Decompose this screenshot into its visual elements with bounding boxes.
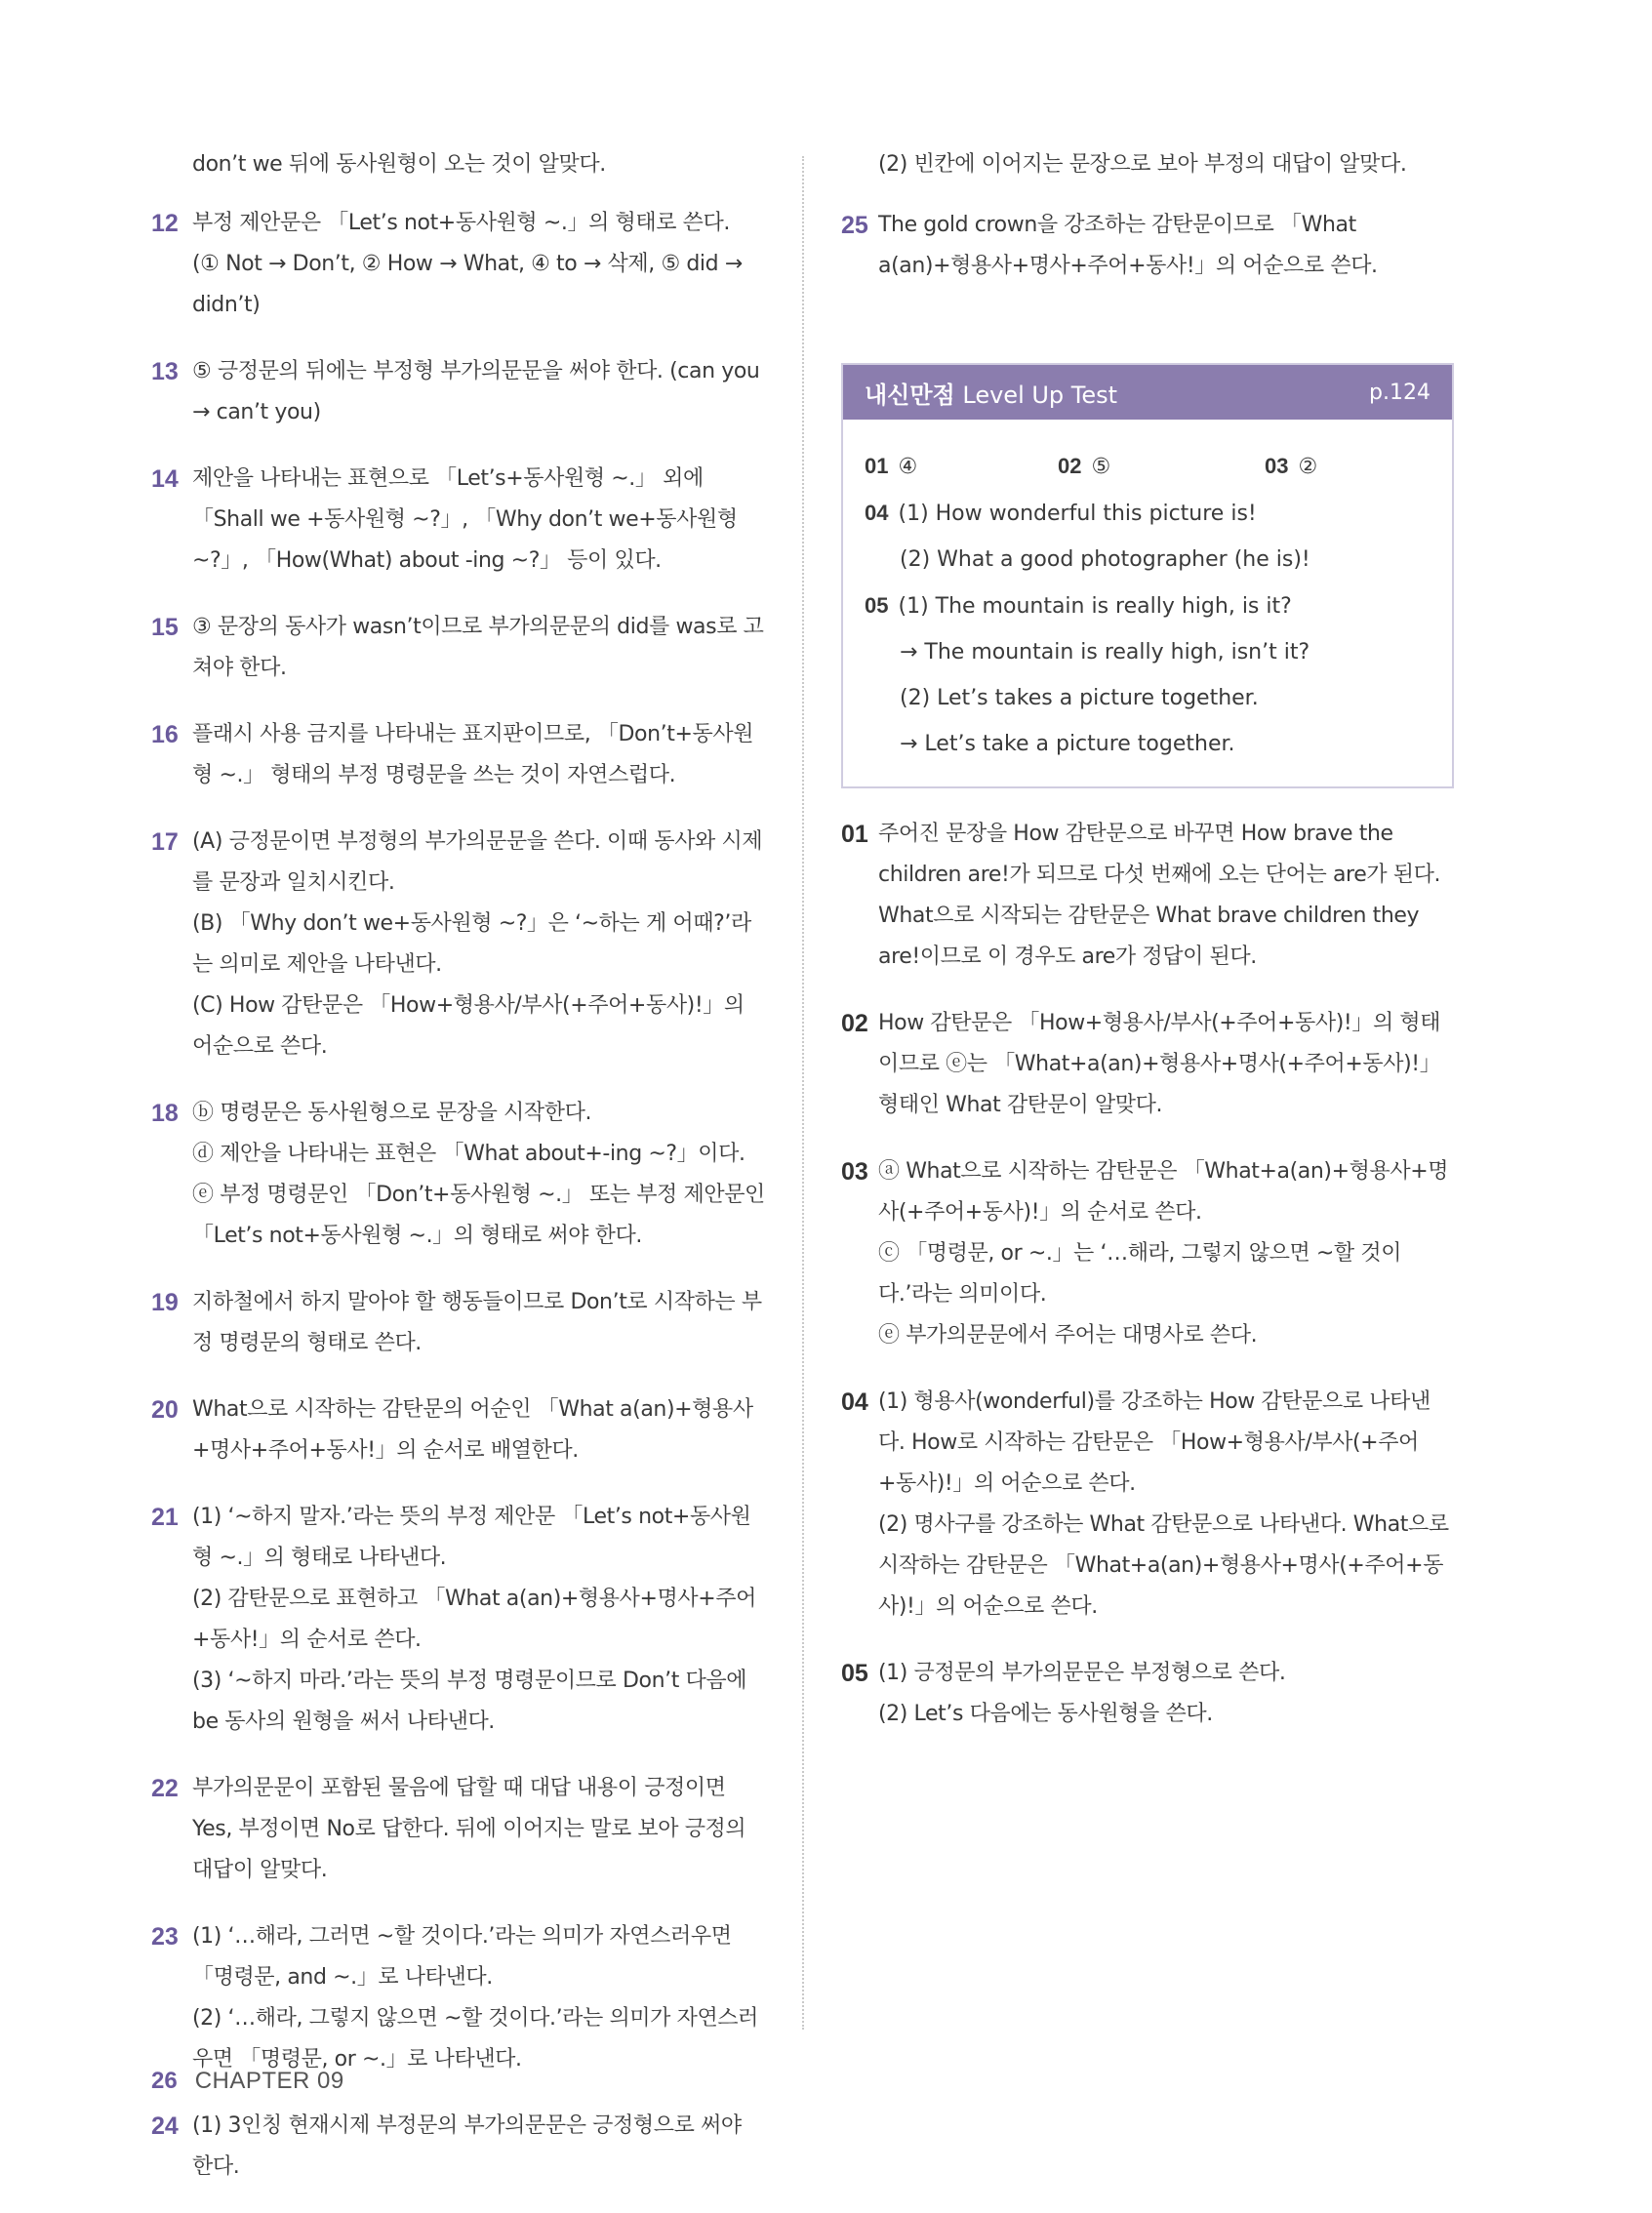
answer-03 (1265, 443, 1317, 490)
item-line: ⓑ 명령문은 동사원형으로 문장을 시작한다. (192, 1101, 592, 1125)
answer-item-23 (151, 1916, 766, 2080)
item-body (192, 1389, 766, 1471)
item-body (878, 1003, 1454, 1126)
item-body (192, 1093, 766, 1257)
item-line: 제안을 나타내는 표현으로 「Let’s+동사원형 ~.」 외에 「Shall we +동사원형 ~?」, 「Why don’t we+동사원형 ~?」, 「How(What) about -ing ~?」 등이 있다. (192, 466, 738, 573)
box-header (843, 365, 1452, 420)
answer-number: 05 (865, 593, 889, 618)
item-line: How 감탄문은 「How+형용사/부사(+주어+동사)!」의 형태이므로 ⓔ는 「What+a(an)+형용사+명사(+주어+동사)!」 형태인 What 감탄문이 알맞다. (878, 1011, 1441, 1117)
item-line: (2) Let’s 다음에는 동사원형을 쓴다. (878, 1702, 1213, 1726)
answer-02 (1058, 443, 1265, 490)
item-number: 18 (151, 1100, 179, 1127)
answer-number: 03 (1265, 454, 1289, 478)
answer-item-13 (151, 351, 766, 433)
box-title-rest: Level Up Test (954, 381, 1118, 409)
box-title (865, 376, 1117, 410)
answer-item-14 (151, 459, 766, 582)
answer-line: (2) What a good photographer (he is)! (900, 547, 1310, 572)
answer-01 (865, 443, 1058, 490)
answer-item-22 (151, 1768, 766, 1891)
level-up-test-box (841, 363, 1454, 788)
item-line: (C) How 감탄문은 「How+형용사/부사(+주어+동사)!」의 어순으로 쓴다. (192, 993, 745, 1059)
box-title-bold: 내신만점 (865, 381, 955, 409)
item-body (192, 2106, 766, 2188)
answer-value: ⑤ (1091, 455, 1111, 479)
answer-item-04 (841, 1382, 1454, 1628)
box-answers (843, 420, 1452, 786)
answer-item-20 (151, 1389, 766, 1471)
item-body (878, 1382, 1454, 1628)
box-page-ref: p.124 (1369, 380, 1430, 405)
item-line: ⓔ 부가의문문에서 주어는 대명사로 쓴다. (878, 1323, 1258, 1348)
item-body (192, 1916, 766, 2080)
item-line: (1) ‘~하지 말자.’라는 뜻의 부정 제안문 「Let’s not+동사원형 ~.」의 형태로 나타낸다. (192, 1505, 751, 1570)
item-number: 25 (841, 212, 868, 239)
item-number: 14 (151, 465, 179, 493)
item-line: 부정 제안문은 「Let’s not+동사원형 ~.」의 형태로 쓴다. (192, 211, 730, 235)
answer-item-05 (841, 1653, 1454, 1735)
page-footer (151, 2067, 344, 2095)
answer-line: (1) The mountain is really high, is it? (898, 594, 1292, 619)
answer-item-19 (151, 1282, 766, 1364)
item-line: ⓒ 「명령문, or ~.」는 ‘…해라, 그렇지 않으면 ~할 것이다.’라는 의미이다. (878, 1241, 1402, 1307)
item-body (192, 351, 766, 433)
chapter-label: CHAPTER 09 (194, 2068, 344, 2094)
item-number: 02 (841, 1010, 868, 1037)
item-line: ⓔ 부정 명령문인 「Don’t+동사원형 ~.」 또는 부정 제안문인 「Let’s not+동사원형 ~.」의 형태로 써야 한다. (192, 1183, 765, 1248)
item-body (192, 459, 766, 582)
answer-05 (865, 583, 1430, 767)
page-number: 26 (151, 2068, 178, 2094)
item-line: 주어진 문장을 How 감탄문으로 바꾸면 How brave the children are!가 되므로 다섯 번째에 오는 단어는 are가 된다. What으로 시작되는 감탄문은 What brave children they are!이므로 이 경우도 are가 정답이 된다. (878, 822, 1441, 969)
item-body (878, 1653, 1454, 1735)
item-number: 21 (151, 1504, 179, 1531)
answer-row-1 (865, 443, 1430, 490)
answer-line: (1) How wonderful this picture is! (898, 502, 1257, 526)
item-number: 20 (151, 1396, 179, 1424)
answer-number: 01 (865, 454, 889, 478)
item-line: (1) 형용사(wonderful)를 강조하는 How 감탄문으로 나타낸다. How로 시작하는 감탄문은 「How+형용사/부사(+주어+동사)!」의 어순으로 쓴다. (878, 1389, 1430, 1496)
column-divider (802, 156, 804, 2030)
item-number: 19 (151, 1289, 179, 1316)
answer-04 (865, 490, 1430, 583)
item-number: 03 (841, 1158, 868, 1186)
answer-number: 04 (865, 501, 889, 525)
answer-item-21 (151, 1497, 766, 1743)
item-body (192, 1497, 766, 1743)
item-number: 23 (151, 1923, 179, 1951)
answer-value: ② (1298, 455, 1318, 479)
answer-item-24 (151, 2106, 766, 2188)
item-number: 17 (151, 828, 179, 856)
left-continuation: don’t we 뒤에 동사원형이 오는 것이 알맞다. (192, 152, 606, 177)
item-line: (2) 감탄문으로 표현하고 「What a(an)+형용사+명사+주어+동사!」의 순서로 쓴다. (192, 1587, 756, 1652)
answer-item-03 (841, 1151, 1454, 1356)
item-number: 24 (151, 2112, 179, 2140)
item-body (878, 1151, 1454, 1356)
item-line: (① Not → Don’t, ② How → What, ④ to → 삭제, ⑤ did → didn’t) (192, 252, 743, 317)
item-line: ⑤ 긍정문의 뒤에는 부정형 부가의문문을 써야 한다. (can you → can’t you) (192, 359, 760, 424)
item-line: The gold crown을 강조하는 감탄문이므로 「What a(an)+형용사+명사+주어+동사!」의 어순으로 쓴다. (878, 213, 1378, 278)
item-body (192, 607, 766, 689)
item-line: (1) ‘…해라, 그러면 ~할 것이다.’라는 의미가 자연스러우면 「명령문, and ~.」로 나타낸다. (192, 1924, 732, 1990)
item-line: 부가의문문이 포함된 물음에 답할 때 대답 내용이 긍정이면 Yes, 부정이면 No로 답한다. 뒤에 이어지는 말로 보아 긍정의 대답이 알맞다. (192, 1776, 746, 1882)
answer-value: ④ (898, 455, 918, 479)
item-line: (1) 긍정문의 부가의문문은 부정형으로 쓴다. (878, 1661, 1286, 1685)
item-line: ⓐ What으로 시작하는 감탄문은 「What+a(an)+형용사+명사(+주어+동사)!」의 순서로 쓴다. (878, 1159, 1449, 1225)
item-line: ⓓ 제안을 나타내는 표현은 「What about+-ing ~?」이다. (192, 1142, 745, 1166)
right-item-list (841, 814, 1454, 1735)
answer-item-17 (151, 822, 766, 1067)
item-body (192, 203, 766, 326)
item-number: 22 (151, 1775, 179, 1802)
item-line: (3) ‘~하지 마라.’라는 뜻의 부정 명령문이므로 Don’t 다음에 be 동사의 원형을 써서 나타낸다. (192, 1669, 747, 1734)
answer-line: → Let’s take a picture together. (900, 732, 1235, 756)
item-line: (B) 「Why don’t we+동사원형 ~?」은 ‘~하는 게 어때?’라는 의미로 제안을 나타낸다. (192, 911, 751, 977)
item-number: 04 (841, 1388, 868, 1416)
answer-item-12 (151, 203, 766, 326)
answer-item-25 (841, 205, 1454, 287)
answer-line: → The mountain is really high, isn’t it? (900, 640, 1310, 664)
item-line: 지하철에서 하지 말아야 할 행동들이므로 Don’t로 시작하는 부정 명령문의 형태로 쓴다. (192, 1290, 762, 1355)
left-item-list (151, 203, 766, 2188)
item-line: ③ 문장의 동사가 wasn’t이므로 부가의문문의 did를 was로 고쳐야 한다. (192, 615, 764, 680)
answer-number: 02 (1058, 454, 1082, 478)
item-body (878, 205, 1454, 287)
item-line: (2) 명사구를 강조하는 What 감탄문으로 나타낸다. What으로 시작하는 감탄문은 「What+a(an)+형용사+명사(+주어+동사)!」의 어순으로 쓴다. (878, 1512, 1449, 1619)
item-body (192, 822, 766, 1067)
item-line: (2) ‘…해라, 그렇지 않으면 ~할 것이다.’라는 의미가 자연스러우면 「명령문, or ~.」로 나타낸다. (192, 2006, 759, 2072)
item-body (192, 1768, 766, 1891)
item-line: 플래시 사용 금지를 나타내는 표지판이므로, 「Don’t+동사원형 ~.」 형태의 부정 명령문을 쓰는 것이 자연스럽다. (192, 722, 754, 787)
item-number: 15 (151, 614, 179, 641)
item-line: What으로 시작하는 감탄문의 어순인 「What a(an)+형용사+명사+주어+동사!」의 순서로 배열한다. (192, 1397, 753, 1463)
left-column (151, 144, 766, 2213)
item-line: (1) 3인칭 현재시제 부정문의 부가의문문은 긍정형으로 써야 한다. (192, 2113, 742, 2179)
item-line: (A) 긍정문이면 부정형의 부가의문문을 쓴다. 이때 동사와 시제를 문장과 일치시킨다. (192, 829, 763, 895)
right-continuation: (2) 빈칸에 이어지는 문장으로 보아 부정의 대답이 알맞다. (878, 152, 1407, 177)
answer-line: (2) Let’s takes a picture together. (900, 686, 1259, 710)
item-number: 16 (151, 721, 179, 748)
item-body (192, 714, 766, 796)
item-body (878, 814, 1454, 978)
item-number: 13 (151, 358, 179, 385)
item-body (192, 1282, 766, 1364)
answer-item-02 (841, 1003, 1454, 1126)
answer-item-16 (151, 714, 766, 796)
item-number: 05 (841, 1660, 868, 1687)
answer-item-01 (841, 814, 1454, 978)
item-number: 01 (841, 821, 868, 848)
answer-item-18 (151, 1093, 766, 1257)
right-column (841, 144, 1454, 1760)
answer-item-15 (151, 607, 766, 689)
item-number: 12 (151, 210, 179, 237)
